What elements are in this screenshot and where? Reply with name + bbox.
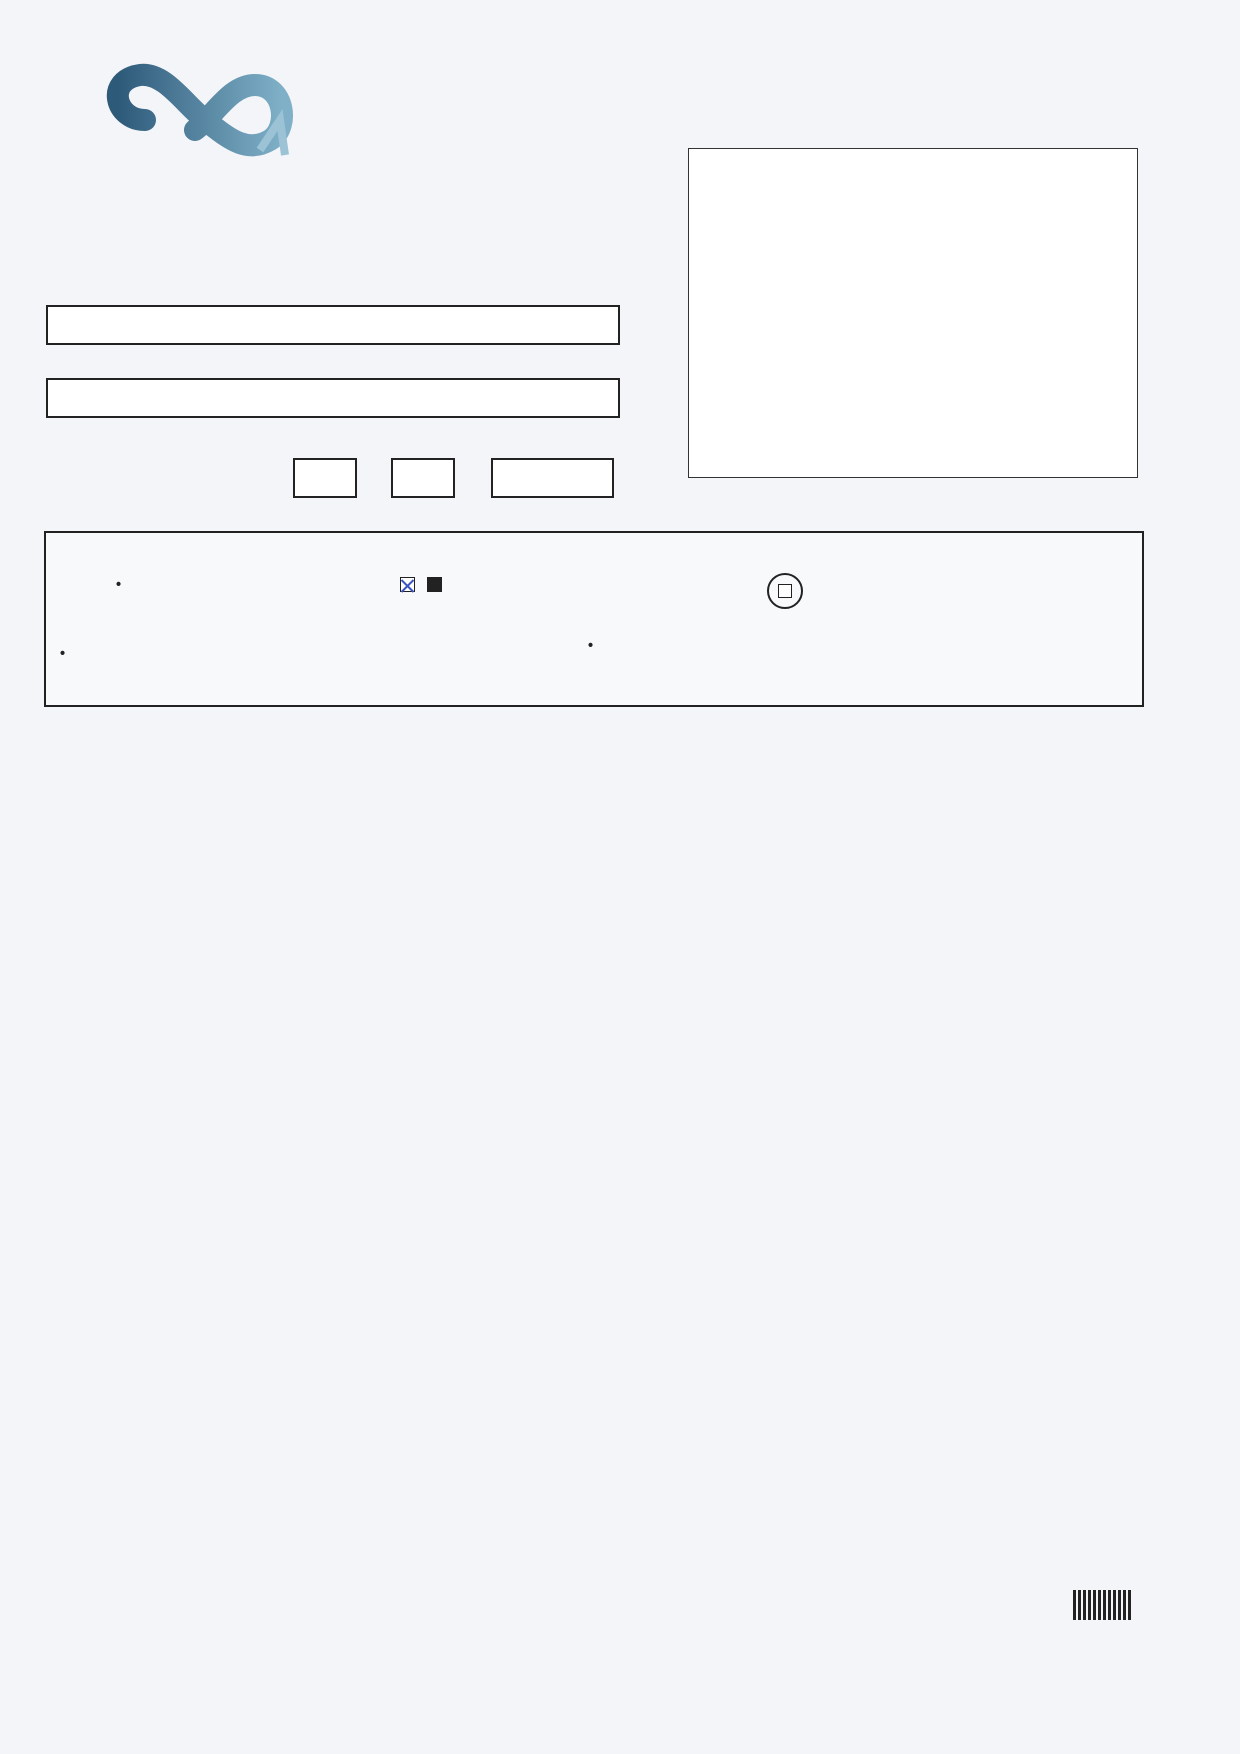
bullet-icon: • [60,646,82,662]
modify-bullet [588,637,609,656]
nom-field[interactable] [46,305,620,345]
instructions-panel [44,531,1144,707]
crossed-box-example-icon [400,577,415,592]
apb-grid [688,148,1138,478]
circled-box-example-icon [767,573,803,609]
bullet-icon: • [588,638,610,654]
check-example [394,577,442,592]
prenom-field[interactable] [46,378,620,418]
apb-digit-boxes [708,89,1128,149]
no-circle-example [761,573,803,609]
cancel-bullet [60,645,81,663]
filled-box-example-icon [427,577,442,592]
examples-row [116,577,129,593]
infinity-logo-icon [95,60,295,170]
logo [40,60,340,210]
footer-barcode-icon [1073,1590,1131,1620]
instructions-line1 [54,539,62,558]
bullet-icon: • [116,577,130,593]
birth-day-field[interactable] [293,458,357,498]
birth-year-field[interactable] [491,458,614,498]
birth-month-field[interactable] [391,458,455,498]
